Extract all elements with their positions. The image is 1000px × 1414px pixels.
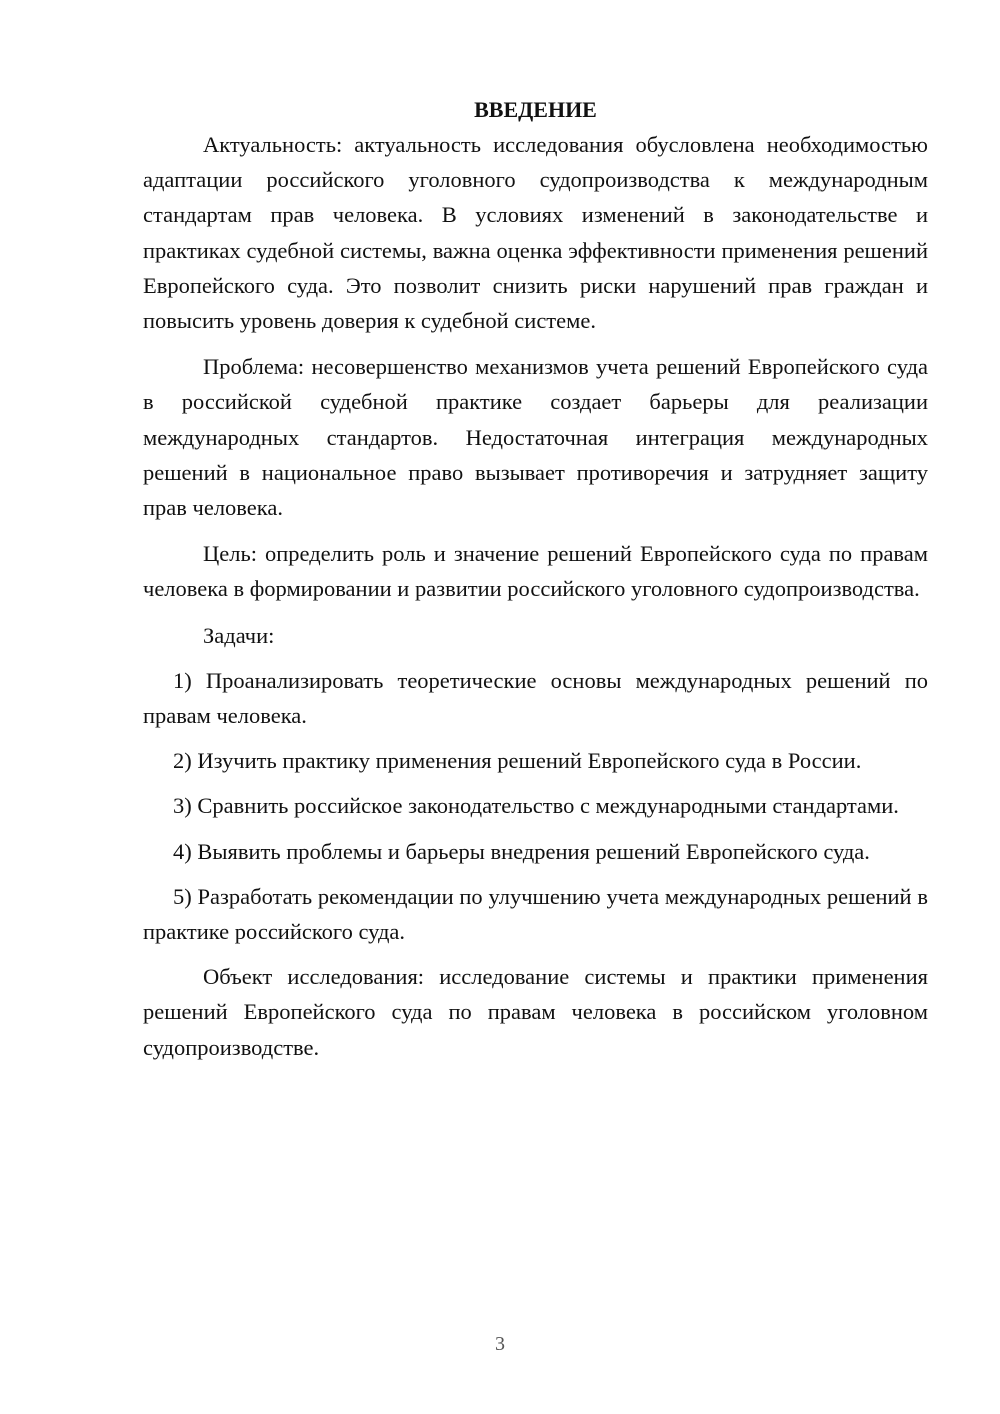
paragraph-goal: Цель: определить роль и значение решений Европейского суда по правам человека в формировании и развитии российского уголовного судопроизводства. xyxy=(143,541,928,602)
document-page xyxy=(143,92,928,1076)
paragraph-object: Объект исследования: исследование системы и практики применения решений Европейского суда по правам человека в российском уголовном судопроизводстве. xyxy=(143,964,928,1060)
section-heading: ВВЕДЕНИЕ xyxy=(474,97,597,122)
task-item-4: 4) Выявить проблемы и барьеры внедрения решений Европейского суда. xyxy=(173,838,870,864)
task-item-3: 3) Сравнить российское законодательство с международными стандартами. xyxy=(173,793,899,819)
paragraph-problem: Проблема: несовершенство механизмов учета решений Европейского суда в российской судебной практике создает барьеры для реализации международных стандартов. Недостаточная интеграция международных решений в национальное право вызывает противоречия и затрудняет защиту прав человека. xyxy=(143,354,928,521)
task-item-2: 2) Изучить практику применения решений Европейского суда в России. xyxy=(173,748,862,774)
paragraph-relevance: Актуальность: актуальность исследования обусловлена необходимостью адаптации российского уголовного судопроизводства к международным стандартам прав человека. В условиях изменений в законодательстве и практиках судебной системы, важна оценка эффективности применения решений Европейского суда. Это позволит снизить риски нарушений прав граждан и повысить уровень доверия к судебной системе. xyxy=(143,132,928,334)
tasks-label: Задачи: xyxy=(203,622,275,648)
task-item-1: 1) Проанализировать теоретические основы международных решений по правам человека. xyxy=(143,667,928,729)
page-number: 3 xyxy=(495,1333,505,1355)
task-item-5: 5) Разработать рекомендации по улучшению учета международных решений в практике российского суда. xyxy=(143,883,928,945)
